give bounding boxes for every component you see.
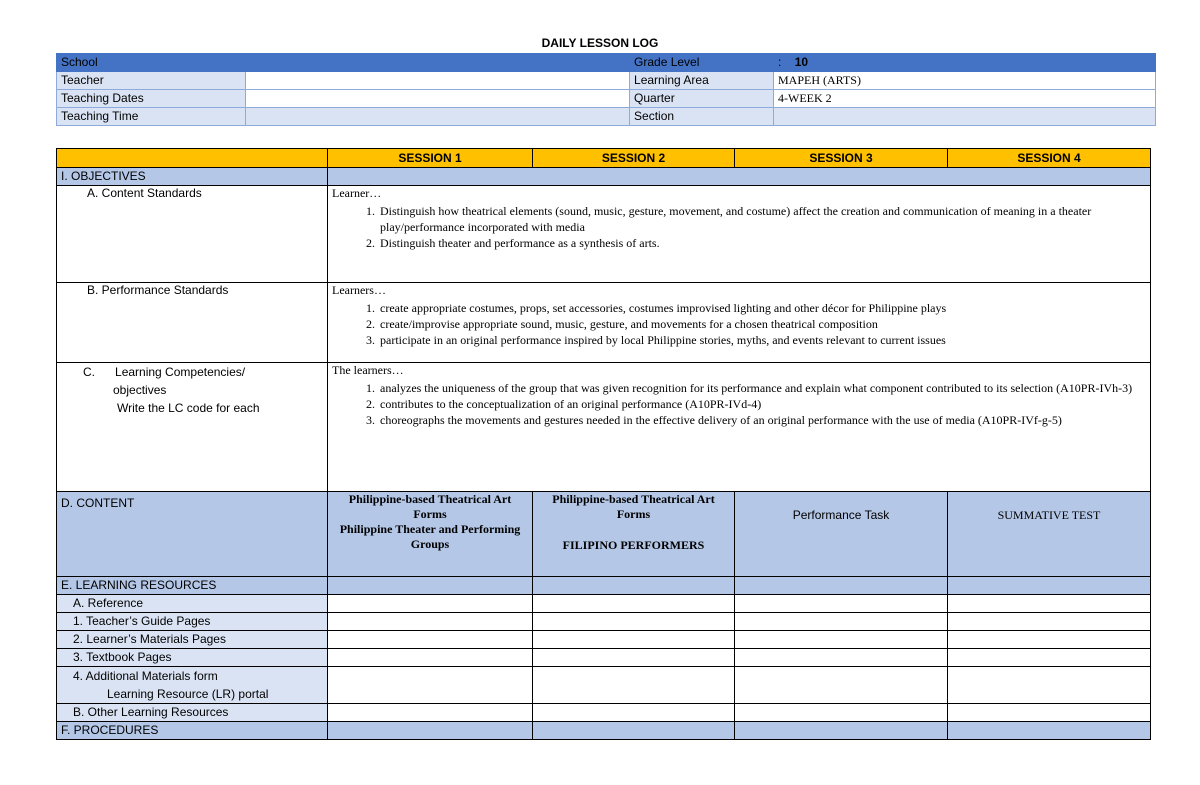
reference-cell[interactable] <box>735 595 948 613</box>
performance-standards-text <box>328 283 1151 363</box>
learners-materials-label: 2. Learner’s Materials Pages <box>57 631 328 649</box>
learning-competencies-intro: The learners… <box>332 363 404 377</box>
procedures-heading: F. PROCEDURES <box>57 722 328 740</box>
learners-materials-cell[interactable] <box>735 631 948 649</box>
content-session-1 <box>328 492 533 577</box>
teaching-dates-row <box>57 90 1156 108</box>
objectives-heading-row <box>57 168 1151 186</box>
additional-materials-cell[interactable] <box>735 667 948 704</box>
teaching-time-value[interactable] <box>246 108 630 126</box>
textbook-pages-row <box>57 649 1151 667</box>
resources-heading-fill-4 <box>948 577 1151 595</box>
learners-materials-row <box>57 631 1151 649</box>
session-2-header: SESSION 2 <box>533 149 735 168</box>
content-row <box>57 492 1151 577</box>
teacher-row <box>57 72 1156 90</box>
content-standards-intro: Learner… <box>332 186 382 200</box>
content-standards-text <box>328 186 1151 283</box>
learners-materials-cell[interactable] <box>533 631 735 649</box>
content-session-4: SUMMATIVE TEST <box>948 492 1151 577</box>
teaching-time-label: Teaching Time <box>57 108 246 126</box>
content-standard-item: 2. Distinguish theater and performance as a synthesis of arts. <box>378 235 1146 251</box>
learning-competencies-letter: C. <box>83 365 95 379</box>
procedures-heading-row <box>57 722 1151 740</box>
header-info-table <box>56 53 1156 126</box>
textbook-pages-label: 3. Textbook Pages <box>57 649 328 667</box>
resources-heading-fill-2 <box>533 577 735 595</box>
content-session-1-line1: Philippine-based Theatrical Art Forms <box>348 492 512 521</box>
document-title: DAILY LESSON LOG <box>541 36 659 50</box>
procedures-fill-3 <box>735 722 948 740</box>
grade-level-colon: : <box>778 55 782 69</box>
textbook-pages-cell[interactable] <box>948 649 1151 667</box>
content-session-1-line2: Philippine Theater and Performing Groups <box>339 522 521 551</box>
teaching-time-row <box>57 108 1156 126</box>
lesson-log-table <box>56 148 1151 740</box>
school-label: School <box>57 54 630 72</box>
learning-competencies-list <box>332 380 1146 428</box>
additional-materials-label <box>57 667 328 704</box>
session-3-header: SESSION 3 <box>735 149 948 168</box>
grade-level-value: 10 <box>794 55 809 69</box>
additional-materials-row <box>57 667 1151 704</box>
content-session-2-line1: Philippine-based Theatrical Art Forms <box>552 492 715 521</box>
performance-standards-list <box>332 300 1146 348</box>
reference-cell[interactable] <box>948 595 1151 613</box>
performance-standards-label: B. Performance Standards <box>57 283 328 363</box>
section-value[interactable] <box>774 108 1156 126</box>
learning-competency-item: 3. choreographs the movements and gestures needed in the effective delivery of an original performance with the use of media (A10PR-IVf-g-5) <box>378 412 1146 428</box>
grade-level-label: Grade Level <box>630 54 774 72</box>
grade-level-value-cell <box>774 54 1156 72</box>
objectives-heading-fill <box>328 168 1151 186</box>
learning-competencies-line1: Learning Competencies/ <box>115 365 246 379</box>
performance-standard-item: 3. participate in an original performance inspired by local Philippine stories, myths, and events relevant to current issues <box>378 332 1146 348</box>
learners-materials-cell[interactable] <box>948 631 1151 649</box>
session-1-header: SESSION 1 <box>328 149 533 168</box>
procedures-fill-2 <box>533 722 735 740</box>
content-session-2 <box>533 492 735 577</box>
section-label: Section <box>630 108 774 126</box>
resources-heading-fill-1 <box>328 577 533 595</box>
content-standards-row <box>57 186 1151 283</box>
textbook-pages-cell[interactable] <box>533 649 735 667</box>
teaching-dates-value[interactable] <box>246 90 630 108</box>
learning-area-value[interactable]: MAPEH (ARTS) <box>774 72 1156 90</box>
sessions-header-blank <box>57 149 328 168</box>
teacher-label: Teacher <box>57 72 246 90</box>
other-resources-cell[interactable] <box>948 704 1151 722</box>
performance-standards-row <box>57 283 1151 363</box>
teachers-guide-cell[interactable] <box>533 613 735 631</box>
performance-standard-item: 1. create appropriate costumes, props, set accessories, costumes improvised lighting and other décor for Philippine plays <box>378 300 1146 316</box>
learning-competencies-line3: Write the LC code for each <box>117 401 260 415</box>
teaching-dates-label: Teaching Dates <box>57 90 246 108</box>
additional-materials-cell[interactable] <box>533 667 735 704</box>
reference-label: A. Reference <box>57 595 328 613</box>
learning-competency-item: 1. analyzes the uniqueness of the group that was given recognition for its performance and explain what component contributed to its selection (A10PR-IVh-3) <box>378 380 1146 396</box>
session-4-header: SESSION 4 <box>948 149 1151 168</box>
teachers-guide-label: 1. Teacher’s Guide Pages <box>57 613 328 631</box>
content-session-3: Performance Task <box>735 492 948 577</box>
additional-materials-cell[interactable] <box>948 667 1151 704</box>
content-standards-list <box>332 203 1146 251</box>
learning-competencies-label <box>57 363 328 492</box>
learning-resources-heading: E. LEARNING RESOURCES <box>57 577 328 595</box>
quarter-label: Quarter <box>630 90 774 108</box>
other-resources-row <box>57 704 1151 722</box>
performance-standard-item: 2. create/improvise appropriate sound, music, gesture, and movements for a chosen theatrical composition <box>378 316 1146 332</box>
reference-row <box>57 595 1151 613</box>
learning-resources-heading-row <box>57 577 1151 595</box>
school-row <box>57 54 1156 72</box>
procedures-fill-4 <box>948 722 1151 740</box>
teacher-value[interactable] <box>246 72 630 90</box>
additional-materials-cell[interactable] <box>328 667 533 704</box>
learning-competency-item: 2. contributes to the conceptualization of an original performance (A10PR-IVd-4) <box>378 396 1146 412</box>
teachers-guide-cell[interactable] <box>735 613 948 631</box>
other-resources-cell[interactable] <box>328 704 533 722</box>
teachers-guide-cell[interactable] <box>948 613 1151 631</box>
other-resources-cell[interactable] <box>735 704 948 722</box>
content-session-2-line2: FILIPINO PERFORMERS <box>562 538 705 552</box>
procedures-fill-1 <box>328 722 533 740</box>
resources-heading-fill-3 <box>735 577 948 595</box>
learning-competencies-row <box>57 363 1151 492</box>
teachers-guide-cell[interactable] <box>328 613 533 631</box>
sessions-header-row <box>57 149 1151 168</box>
reference-cell[interactable] <box>533 595 735 613</box>
objectives-heading: I. OBJECTIVES <box>57 168 328 186</box>
teachers-guide-row <box>57 613 1151 631</box>
content-label: D. CONTENT <box>57 492 328 577</box>
additional-materials-line1: 4. Additional Materials form <box>73 669 218 683</box>
performance-standards-intro: Learners… <box>332 283 386 297</box>
learners-materials-cell[interactable] <box>328 631 533 649</box>
other-resources-cell[interactable] <box>533 704 735 722</box>
textbook-pages-cell[interactable] <box>328 649 533 667</box>
learning-competencies-line2: objectives <box>113 383 167 397</box>
content-standards-label: A. Content Standards <box>57 186 328 283</box>
quarter-value[interactable]: 4-WEEK 2 <box>774 90 1156 108</box>
additional-materials-line2: Learning Resource (LR) portal <box>107 687 269 701</box>
learning-competencies-text <box>328 363 1151 492</box>
content-standard-item: 1. Distinguish how theatrical elements (sound, music, gesture, movement, and costume) affect the creation and communication of meaning in a theater play/performance incorporated with media <box>378 203 1146 235</box>
learning-area-label: Learning Area <box>630 72 774 90</box>
textbook-pages-cell[interactable] <box>735 649 948 667</box>
reference-cell[interactable] <box>328 595 533 613</box>
other-resources-label: B. Other Learning Resources <box>57 704 328 722</box>
